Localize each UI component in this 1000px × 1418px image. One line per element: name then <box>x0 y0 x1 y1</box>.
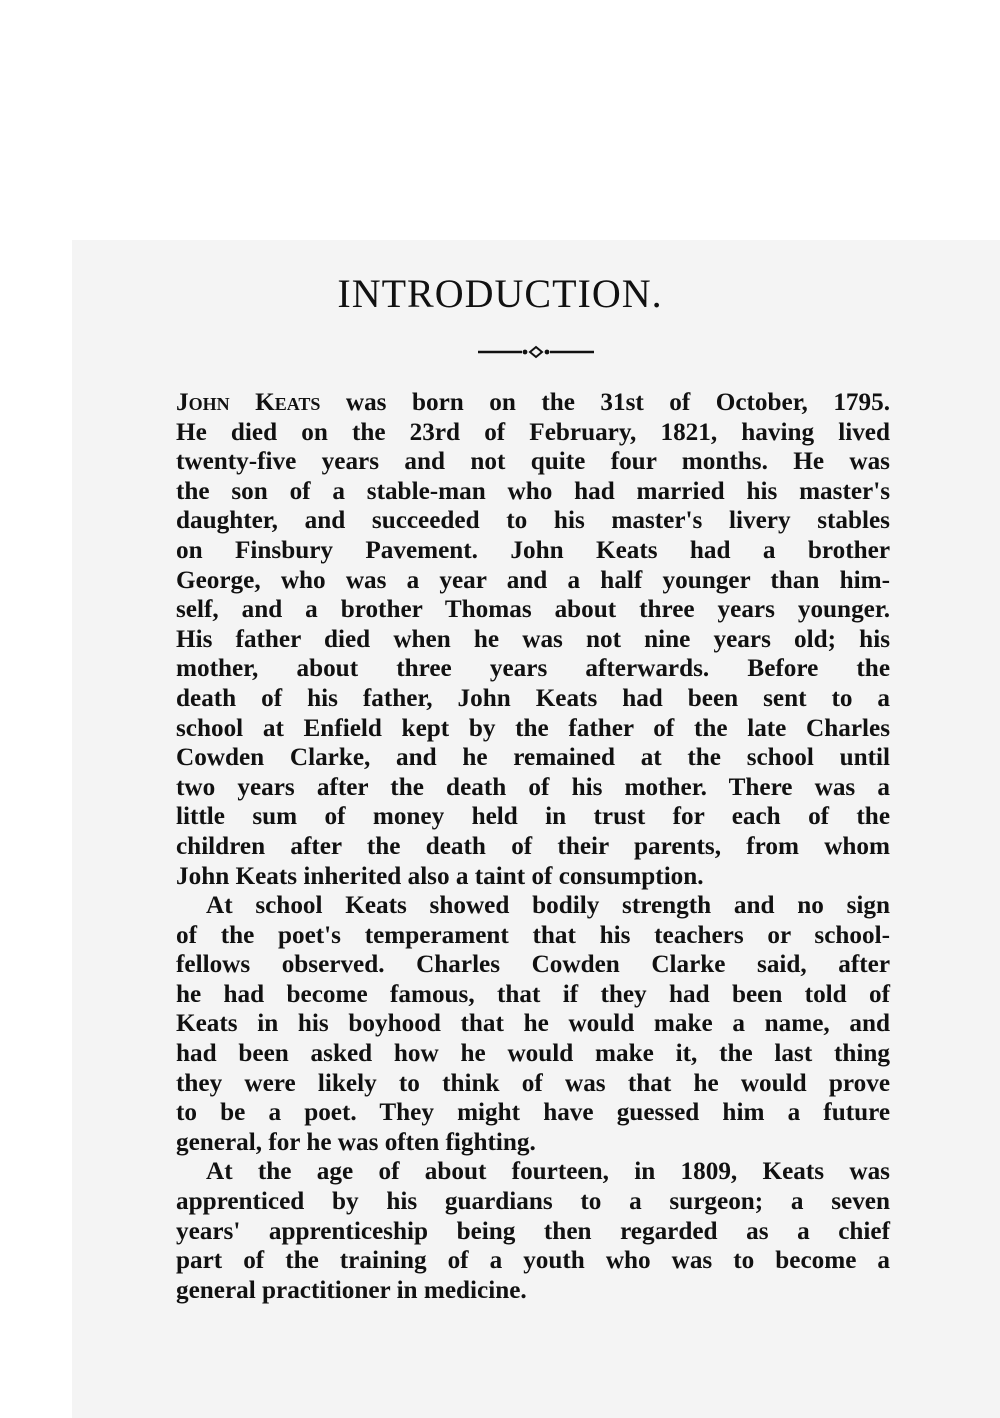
paragraph-line <box>176 388 890 418</box>
paragraph-line: years' apprenticeship being then regarded as a chief <box>176 1217 890 1245</box>
paragraph-line: daughter, and succeeded to his master's livery stables <box>176 507 890 535</box>
paragraph-line: His father died when he was not nine years old; his <box>176 625 890 653</box>
paragraph-line: children after the death of their parents, from whom <box>176 832 890 860</box>
first-line-rest: was born on the 31st of October, 1795. <box>345 389 891 416</box>
chapter-title: INTRODUCTION. <box>337 271 663 316</box>
ornament-divider-icon <box>478 342 594 362</box>
paragraph-line: they were likely to think of was that he would prove <box>176 1069 890 1097</box>
paragraph-line: school at Enfield kept by the father of the late Charles <box>176 714 890 742</box>
paragraph-line: He died on the 23rd of February, 1821, having lived <box>176 418 890 446</box>
paragraph-line: two years after the death of his mother. There was a <box>176 773 890 801</box>
paragraph-2 <box>176 891 890 1157</box>
paragraph-line: death of his father, John Keats had been sent to a <box>176 684 890 712</box>
paragraph-line: mother, about three years afterwards. Before the <box>176 655 890 683</box>
paragraph-3 <box>176 1157 890 1305</box>
paragraph-line: Cowden Clarke, and he remained at the school until <box>176 744 890 772</box>
paragraph-line: on Finsbury Pavement. John Keats had a brother <box>176 536 890 564</box>
paragraph-line: Keats in his boyhood that he would make a name, and <box>176 1010 890 1038</box>
lead-name-second: Keats <box>255 389 321 416</box>
paragraph-line: John Keats inherited also a taint of consumption. <box>176 862 704 890</box>
paragraph-line: little sum of money held in trust for each of the <box>176 803 890 831</box>
paragraph-line: George, who was a year and a half younger than him- <box>176 566 890 594</box>
paragraph-line: general, for he was often fighting. <box>176 1128 536 1156</box>
paragraph-line: At the age of about fourteen, in 1809, Keats was <box>206 1158 890 1186</box>
body-text <box>176 388 890 1305</box>
paragraph-line: part of the training of a youth who was to become a <box>176 1247 890 1275</box>
paragraph-line: the son of a stable-man who had married his master's <box>176 477 890 505</box>
paragraph-line: At school Keats showed bodily strength and no sign <box>206 892 890 920</box>
paragraph-1 <box>176 388 890 891</box>
paragraph-line: had been asked how he would make it, the last thing <box>176 1040 890 1068</box>
paragraph-line: self, and a brother Thomas about three years younger. <box>176 596 890 624</box>
lead-name-first: John <box>176 389 230 416</box>
paragraph-line: he had become famous, that if they had been told of <box>176 980 890 1008</box>
paragraph-line: fellows observed. Charles Cowden Clarke said, after <box>176 951 890 979</box>
paragraph-line: twenty-five years and not quite four months. He was <box>176 448 890 476</box>
paragraph-line: to be a poet. They might have guessed him a future <box>176 1099 890 1127</box>
paragraph-line: apprenticed by his guardians to a surgeon; a seven <box>176 1188 890 1216</box>
paragraph-line: of the poet's temperament that his teachers or school- <box>176 921 890 949</box>
paragraph-line: general practitioner in medicine. <box>176 1276 527 1304</box>
